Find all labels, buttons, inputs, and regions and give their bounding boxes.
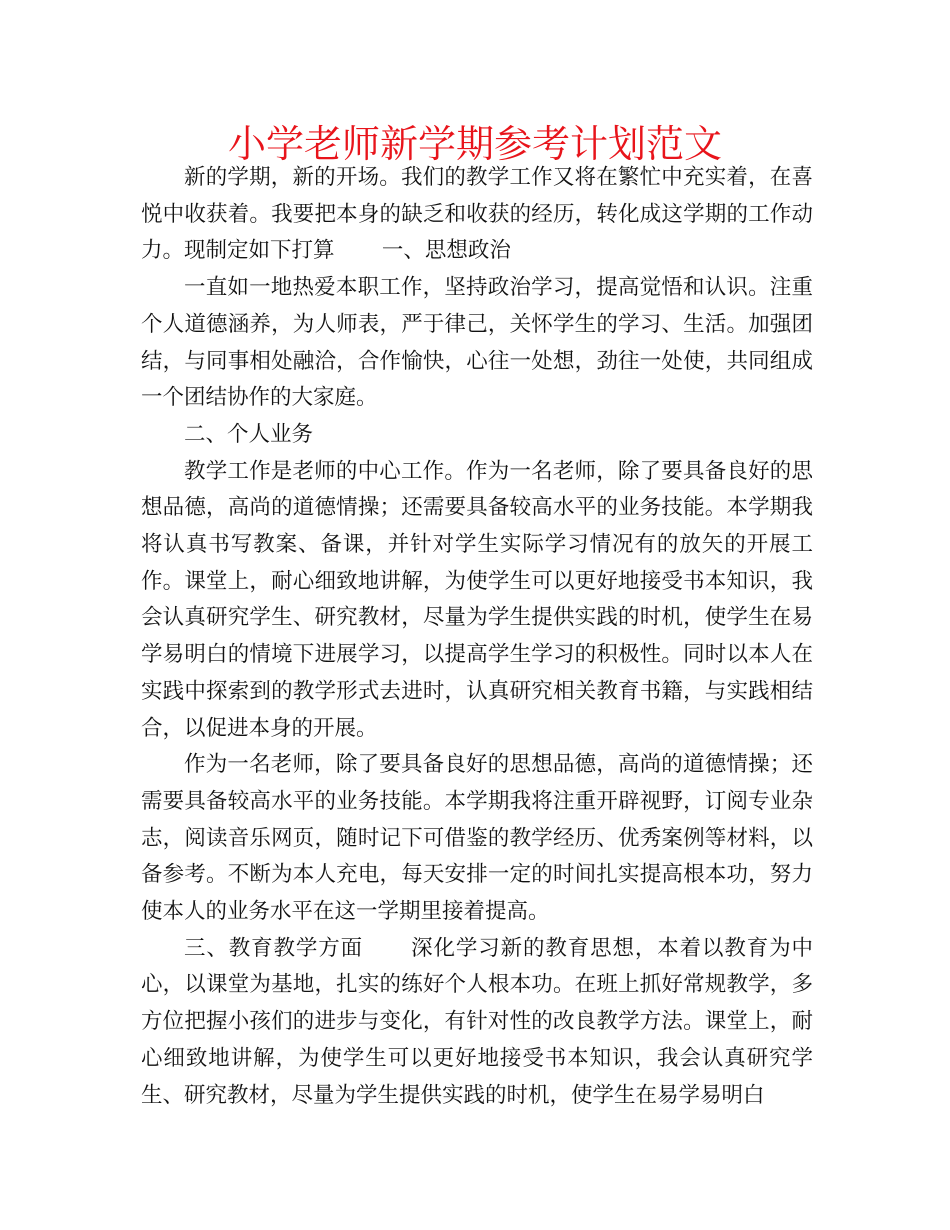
intro-paragraph <box>141 160 813 270</box>
section2-heading: 二、个人业务 <box>184 421 314 447</box>
section1-paragraph: 一直如一地热爱本职工作，坚持政治学习，提高觉悟和认识。注重个人道德涵养，为人师表，严于律己，关怀学生的学习、生活。加强团结，与同事相处融洽，合作愉快，心往一处想，劲往一处使，共同组成一个团结协作的大家庭。 <box>141 275 813 411</box>
intro-text: 新的学期，新的开场。我们的教学工作又将在繁忙中充实着，在喜悦中收获着。我要把本身的缺乏和收获的经历，转化成这学期的工作动力。现制定如下打算 <box>141 165 813 264</box>
section3-paragraph <box>141 931 813 1115</box>
document-body <box>141 160 813 1114</box>
section2-paragraph-2: 作为一名老师，除了要具备良好的思想品德，高尚的道德情操；还需要具备较高水平的业务技能。本学期我将注重开辟视野，订阅专业杂志，阅读音乐网页，随时记下可借鉴的教学经历、优秀案例等材料，以备参考。不断为本人充电，每天安排一定的时间扎实提高根本功，努力使本人的业务水平在这一学期里接着提高。 <box>141 752 813 925</box>
section2-paragraph-1: 教学工作是老师的中心工作。作为一名老师，除了要具备良好的思想品德，高尚的道德情操；还需要具备较高水平的业务技能。本学期我将认真书写教案、备课，并针对学生实际学习情况有的放矢的开展工作。课堂上，耐心细致地讲解，为使学生可以更好地接受书本知识，我会认真研究学生、研究教材，尽量为学生提供实践的时机，使学生在易学易明白的情境下进展学习，以提高学生学习的积极性。同时以本人在实践中探索到的教学形式去进时，认真研究相关教育书籍，与实践相结合，以促进本身的开展。 <box>141 458 813 741</box>
section3-heading: 三、教育教学方面 <box>184 935 363 961</box>
document-title: 小学老师新学期参考计划范文 <box>227 122 722 166</box>
section3-text: 深化学习新的教育思想，本着以教育为中心，以课堂为基地，扎实的练好个人根本功。在班上抓好常规教学，多方位把握小孩们的进步与变化，有针对性的改良教学方法。课堂上，耐心细致地讲解，为使学生可以更好地接受书本知识，我会认真研究学生、研究教材，尽量为学生提供实践的时机，使学生在易学易明白 <box>141 935 813 1108</box>
section1-heading: 一、思想政治 <box>381 238 511 264</box>
